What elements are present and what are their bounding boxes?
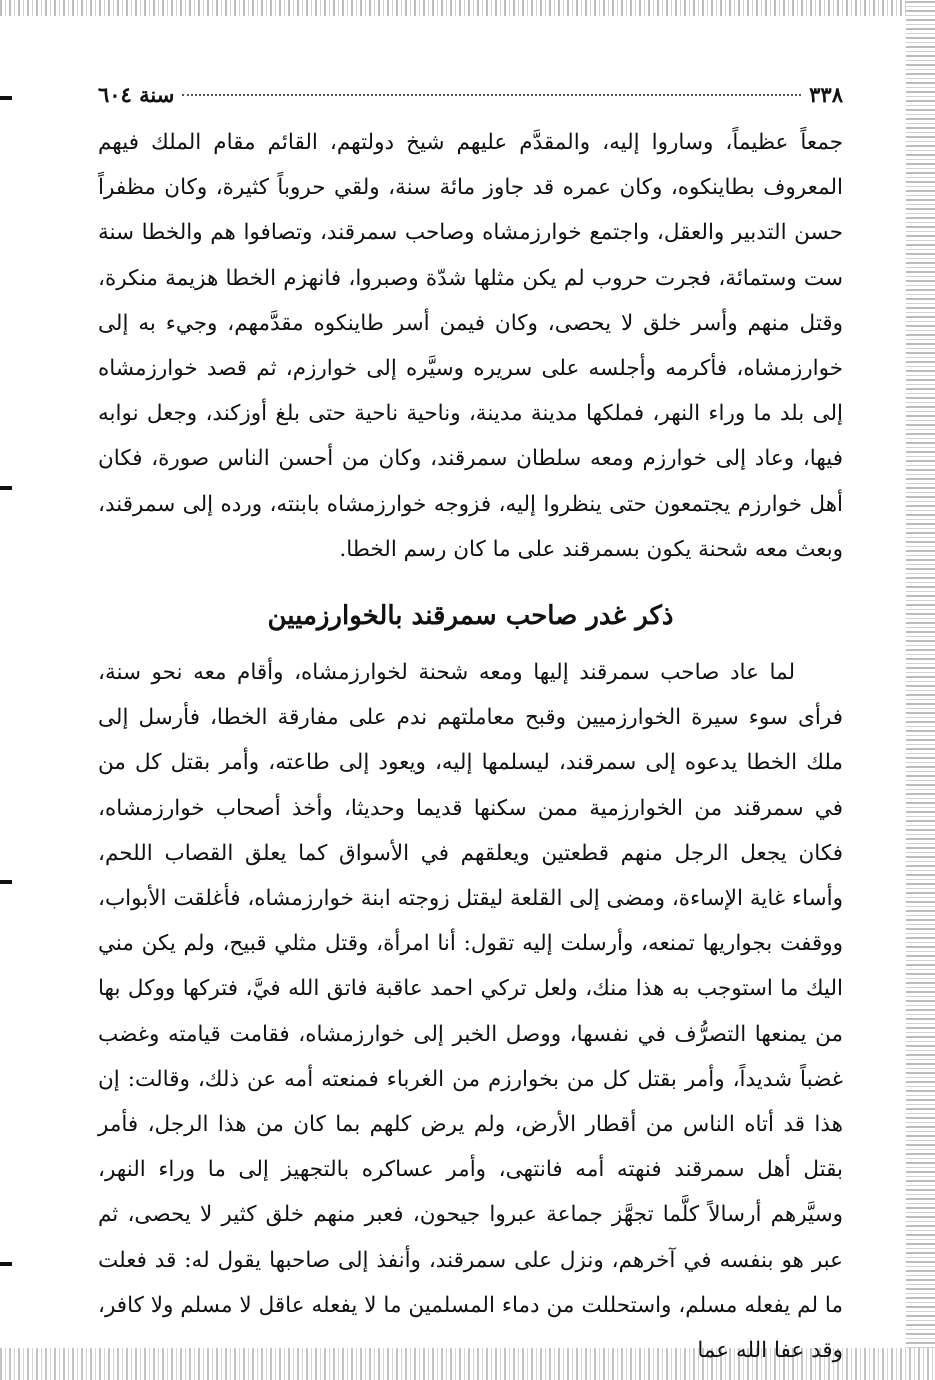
section-heading: ذكر غدر صاحب سمرقند بالخوارزميين	[267, 601, 674, 632]
page-edge-mark	[0, 96, 12, 100]
page-edge-mark	[0, 486, 12, 490]
year-label: سنة ٦٠٤	[98, 82, 175, 107]
decorative-border-right	[906, 0, 935, 1380]
header-dotted-leader	[182, 94, 801, 96]
paragraph-1: جمعاً عظيماً، وساروا إليه، والمقدَّم عليهم شيخ دولتهم، القائم مقام الملك فيهم المعروف بطاينكوه، وكان عمره قد جاوز مائة سنة، ولقي حروباً كثيرة، وكان مظفراً حسن التدبير والعقل، واجتمع خوارزمشاه وصاحب سمرقند، وتصافوا هم والخطا سنة ست وستمائة، فجرت حروب لم يكن مثلها شدّة وصبروا، فانهزم الخطا هزيمة منكرة، وقتل منهم وأسر خلق لا يحصى، وكان فيمن أسر طاينكوه مقدَّمهم، وجيء به إلى خوارزمشاه، فأكرمه وأجلسه على سريره وسيَّره إلى خوارزم، ثم قصد خوارزمشاه إلى بلد ما وراء النهر، فملكها مدينة مدينة، وناحية ناحية حتى بلغ أوزكند، وجعل نوابه فيها، وعاد إلى خوارزم ومعه سلطان سمرقند، وكان من أحسن الناس صورة، فكان أهل خوارزم يجتمعون حتى ينظروا إليه، فزوجه خوارزمشاه بابنته، ورده إلى سمرقند، وبعث معه شحنة يكون بسمرقند على ما كان رسم الخطا.	[98, 130, 844, 562]
paragraph-2: لما عاد صاحب سمرقند إليها ومعه شحنة لخوارزمشاه، وأقام معه نحو سنة، فرأى سوء سيرة الخوارزميين وقبح معاملتهم ندم على مفارقة الخطا، فأرسل إلى ملك الخطا يدعوه إلى سمرقند، ليسلمها إليه، ويعود إلى طاعته، وأمر بقتل كل من في سمرقند من الخوارزمية ممن سكنها قديما وحديثا، وأخذ أصحاب خوارزمشاه، فكان يجعل الرجل منهم قطعتين ويعلقهم في الأسواق كما يعلق القصاب اللحم، وأساء غاية الإساءة، ومضى إلى القلعة ليقتل زوجته ابنة خوارزمشاه، فأغلقت الأبواب، ووقفت بجواريها تمنعه، وأرسلت إليه تقول: أنا امرأة، وقتل مثلي قبيح، ولم يكن مني اليك ما استوجب به هذا منك، ولعل تركي احمد عاقبة فاتق الله فيَّ، فتركها ووكل بها من يمنعها التصرُّف في نفسها، ووصل الخبر إلى خوارزمشاه، فقامت قيامته وغضب غضباً شديداً، وأمر بقتل كل من بخوارزم من الغرباء فمنعته أمه عن ذلك، وقالت: إن هذا قد أتاه الناس من أقطار الأرض، ولم يرض كلهم بما كان من هذا الرجل، فأمر بقتل أهل سمرقند فنهته أمه فانتهى، وأمر عساكره بالتجهيز إلى ما وراء النهر، وسيَّرهم أرسالاً كلَّما تجهَّز جماعة عبروا جيحون، فعبر منهم خلق كثير لا يحصى، ثم عبر هو بنفسه في آخرهم، ونزل على سمرقند، وأنفذ إلى صاحبها يقول له: قد فعلت ما لم يفعله مسلم، واستحللت من دماء المسلمين ما لا يفعله عاقل لا مسلم ولا كافر، وقد عفا الله عما	[98, 660, 843, 1364]
book-page	[98, 82, 843, 1373]
decorative-border-top	[0, 0, 935, 16]
page-number: ٣٣٨	[809, 82, 843, 107]
running-head	[98, 82, 843, 120]
page-edge-mark	[0, 880, 12, 884]
page-edge-mark	[0, 1262, 12, 1266]
